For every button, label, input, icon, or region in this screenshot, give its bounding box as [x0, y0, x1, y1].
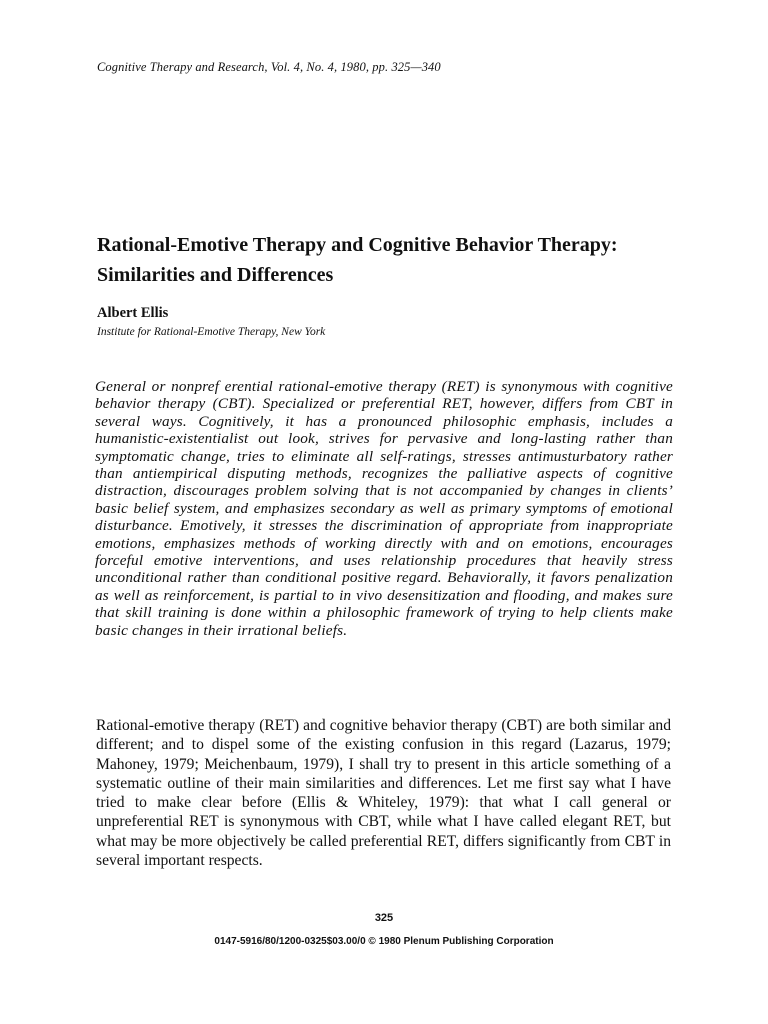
copyright-line: 0147-5916/80/1200-0325$03.00/0 © 1980 Plenum Publishing Corporation: [214, 936, 554, 947]
author-affiliation: Institute for Rational-Emotive Therapy, New York: [97, 326, 326, 338]
body-paragraph: Rational-emotive therapy (RET) and cognitive behavior therapy (CBT) are both similar and different; and to dispel some of the existing confusion in this regard (Lazarus, 1979; Mahoney, 1979; Meichenbaum, 1979), I shall try to present in this article something of a systematic outline of their main similarities and differences. Let me first say what I have tried to make clear before (Ellis & Whiteley, 1979): that what I call general or unpreferential RET is synonymous with CBT, while what I have called elegant RET, but what may be more objectively be called preferential RET, differs significantly from CBT in several important respects.: [96, 717, 671, 870]
page-number: 325: [374, 912, 394, 924]
author-name: Albert Ellis: [97, 305, 169, 321]
article-title: Rational-Emotive Therapy and Cognitive Behavior Therapy: Similarities and Differences: [97, 234, 618, 286]
abstract: General or nonpref erential rational-emotive therapy (RET) is synonymous with cognitive behavior therapy (CBT). Specialized or preferential RET, however, differs from CBT in several ways. Cognitively, it has a pronounced philosophic emphasis, includes a humanistic-existentialist out look, strives for pervasive and long-lasting rather than symptomatic change, tries to eliminate all self-ratings, stresses antimusturbatory rather than antiempirical disputing methods, recognizes the palliative aspects of cognitive distraction, discourages problem solving that is not accompanied by changes in clients’ basic belief system, and emphasizes secondary as well as primary symptoms of emotional disturbance. Emotively, it stresses the discrimination of appropriate from inappropriate emotions, emphasizes methods of working directly with and on emotions, encourages forceful emotive interventions, and uses relationship procedures that heavily stress unconditional rather than conditional positive regard. Behaviorally, it favors penalization as well as reinforcement, is partial to in vivo desensitization and flooding, and makes sure that skill training is done within a philosophic framework of trying to help clients make basic changes in their irrational beliefs.: [95, 378, 673, 639]
journal-citation: Cognitive Therapy and Research, Vol. 4, No. 4, 1980, pp. 325—340: [97, 60, 441, 74]
